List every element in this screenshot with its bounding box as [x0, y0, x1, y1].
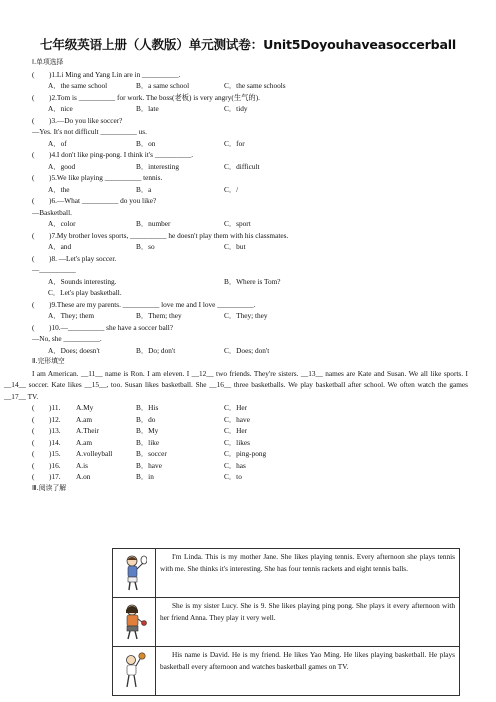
- option-c: C．has: [224, 460, 246, 470]
- option-c: C．They; they: [224, 311, 268, 320]
- option-c: C．Let's play basketball.: [48, 288, 122, 297]
- option-b: B．a: [136, 184, 152, 194]
- cloze-row: [32, 402, 472, 414]
- option-c: C．for: [224, 138, 245, 148]
- option-a: A．Does; doesn't: [48, 345, 100, 355]
- question-10-options: [32, 345, 472, 357]
- question-3: ( )3.—Do you like soccer?: [32, 115, 123, 125]
- question-8-options-2: [32, 287, 472, 299]
- option-b: B．have: [136, 460, 162, 470]
- question-7: ( )7.My brother loves sports, __________ he doesn't play them with his classmates.: [32, 230, 289, 240]
- option-a: A．the same school: [48, 81, 108, 90]
- ping-pong-player-image: [113, 598, 156, 647]
- option-a: A.is: [76, 460, 88, 470]
- cloze-number: ( )11.: [32, 403, 61, 412]
- option-b: B．Where is Tom?: [224, 276, 281, 286]
- question-3-sub: —Yes. It's not difficult __________ us.: [32, 127, 147, 136]
- option-a: A.on: [76, 472, 91, 481]
- reading-text-david: His name is David. He is my friend. He likes Yao Ming. He likes playing basketball. He plays basketball every afternoon and watches basketball games on TV.: [156, 647, 460, 696]
- option-c: C．/: [224, 184, 239, 194]
- section-2-heading: Ⅱ.完形填空: [32, 357, 65, 365]
- basketball-player-icon: [119, 651, 147, 691]
- option-b: B．Do; don't: [136, 345, 176, 355]
- option-a: A．Sounds interesting.: [48, 276, 117, 286]
- option-b: B．late: [136, 104, 159, 113]
- option-b: B．Them; they: [136, 311, 182, 320]
- option-a: A．color: [48, 219, 76, 228]
- reading-row: [113, 549, 460, 598]
- question-5: ( )5.We like playing __________ tennis.: [32, 173, 163, 182]
- question-8-options: [32, 276, 472, 288]
- question-4: ( )4.I don't like ping-pong. I think it's __________.: [32, 150, 194, 159]
- reading-row: [113, 598, 460, 647]
- question-5-options: [32, 184, 472, 196]
- question-8-sub: —__________: [32, 265, 76, 274]
- cloze-row: [32, 460, 472, 472]
- cloze-number: ( )13.: [32, 426, 61, 435]
- cloze-row: [32, 414, 472, 426]
- option-a: A．They; them: [48, 311, 95, 320]
- option-c: C．Her: [224, 426, 248, 435]
- option-b: B．so: [136, 242, 155, 251]
- option-b: B．number: [136, 219, 171, 228]
- question-9-options: [32, 310, 472, 322]
- question-2-options: [32, 103, 472, 115]
- option-a: A．of: [48, 138, 67, 148]
- option-a: A.Their: [76, 426, 99, 435]
- option-c: C．the same schools: [224, 81, 286, 90]
- option-c: C．difficult: [224, 161, 260, 171]
- page-title: 七年级英语上册（人教版）单元测试卷：Unit5Doyouhaveasoccerball: [39, 37, 456, 52]
- reading-text-lucy: She is my sister Lucy. She is 9. She likes playing ping pong. She plays it every afternoon with her friend Anna. They play it very well.: [156, 598, 460, 647]
- option-c: C．to: [224, 472, 242, 481]
- question-1-options: [32, 80, 472, 92]
- cloze-number: ( )15.: [32, 449, 61, 458]
- option-c: C．have: [224, 414, 250, 424]
- option-b: B．His: [136, 403, 159, 412]
- question-9: ( )9.These are my parents. __________ love me and I love __________.: [32, 299, 256, 309]
- section-3-heading: Ⅲ.阅读了解: [32, 483, 67, 492]
- question-6-sub: —Basketball.: [32, 207, 72, 217]
- cloze-number: ( )14.: [32, 437, 61, 447]
- question-6: ( )6.—What __________ do you like?: [32, 196, 157, 205]
- option-c: C．ping-pong: [224, 449, 267, 458]
- option-b: B．My: [136, 426, 159, 435]
- question-10: ( )10.—__________ she have a soccer ball?: [32, 322, 174, 332]
- option-c: C．likes: [224, 437, 250, 447]
- cloze-passage-text: I am American. __11__ name is Ron. I am eleven. I __12__ two friends. They're sisters. __13__ names are Kate and Susan. We all like sports. I __14__ soccer. Kate likes __15__, too. Susan likes basketball. She __16__ three basketballs. We play basketball after school. We often watch the games __17__ TV.: [4, 368, 468, 401]
- option-b: B．soccer: [136, 449, 167, 458]
- cloze-passage: [4, 368, 468, 403]
- cloze-number: ( )12.: [32, 414, 61, 424]
- option-a: A.volleyball: [76, 449, 113, 458]
- cloze-row: [32, 448, 472, 460]
- reading-text-linda: I'm Linda. This is my mother Jane. She likes playing tennis. Every afternoon she plays tennis with me. She thinks it's interesting. She has four tennis rackets and eight tennis balls.: [156, 549, 460, 598]
- reading-row: [113, 647, 460, 696]
- option-a: A．nice: [48, 104, 73, 113]
- ping-pong-player-icon: [119, 602, 147, 642]
- option-a: A．the: [48, 184, 70, 194]
- cloze-options: [32, 402, 472, 483]
- option-c: C．tidy: [224, 104, 248, 113]
- section-1-heading: Ⅰ.单项选择: [32, 58, 64, 66]
- reading-table: [112, 548, 460, 696]
- cloze-row: [32, 437, 472, 449]
- question-3-options: [32, 138, 472, 150]
- option-b: B．on: [136, 138, 156, 148]
- option-a: A.am: [76, 414, 93, 424]
- cloze-row: [32, 425, 472, 437]
- option-b: B．a same school: [136, 81, 190, 90]
- question-2: ( )2.Tom is __________ for work. The boss(老板) is very angry(生气的).: [32, 92, 260, 102]
- option-c: C．Her: [224, 403, 248, 412]
- option-a: A．good: [48, 161, 76, 171]
- option-b: B．in: [136, 472, 154, 481]
- question-1: ( )1.Li Ming and Yang Lin are in __________.: [32, 69, 181, 79]
- cloze-number: ( )16.: [32, 460, 61, 470]
- option-b: B．do: [136, 414, 156, 424]
- question-4-options: [32, 161, 472, 173]
- option-b: B．interesting: [136, 161, 179, 171]
- basketball-player-image: [113, 647, 156, 696]
- question-7-options: [32, 241, 472, 253]
- tennis-player-image: [113, 549, 156, 598]
- option-a: A．and: [48, 242, 72, 251]
- option-c: C．Does; don't: [224, 345, 270, 355]
- option-a: A.am: [76, 437, 93, 447]
- question-6-options: [32, 218, 472, 230]
- option-b: B．like: [136, 437, 160, 447]
- cloze-number: ( )17.: [32, 472, 61, 481]
- cloze-row: [32, 471, 472, 483]
- option-c: C．but: [224, 242, 246, 251]
- tennis-player-icon: [119, 553, 147, 593]
- question-10-sub: —No, she __________.: [32, 334, 102, 343]
- option-a: A.My: [76, 403, 94, 412]
- option-c: C．sport: [224, 219, 251, 228]
- question-8: ( )8. —Let's play soccer.: [32, 253, 117, 263]
- content: [4, 57, 472, 494]
